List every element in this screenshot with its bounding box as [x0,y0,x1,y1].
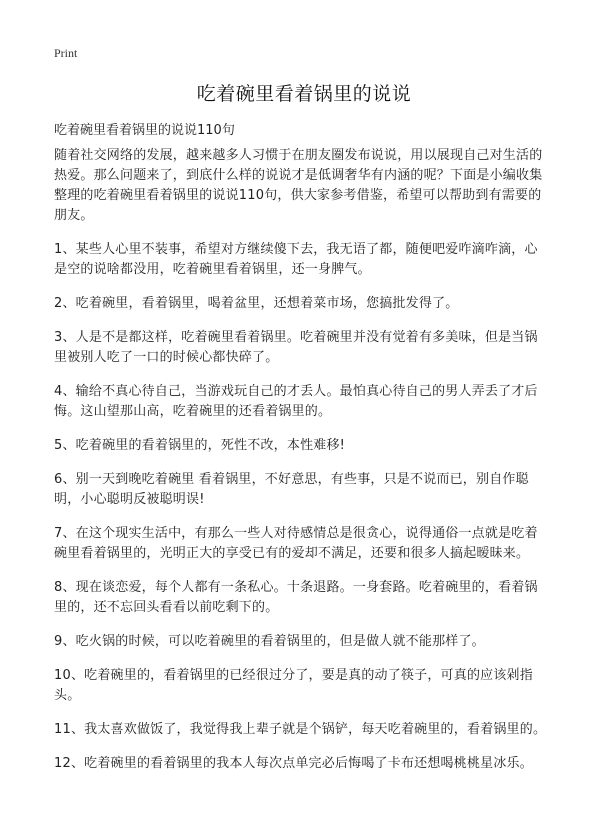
list-item: 11、我太喜欢做饭了，我觉得我上辈子就是个锅铲，每天吃着碗里的，看着锅里的。 [54,722,547,737]
list-item: 9、吃火锅的时候，可以吃着碗里的看着锅里的，但是做人就不能那样了。 [54,634,485,649]
intro-paragraph: 随着社交网络的发展，越来越多人习惯于在朋友圈发布说说，用以展现自己对生活的热爱。那么问题来了，到底什么样的说说才是低调奢华有内涵的呢？下面是小编收集整理的吃着碗里看着锅里的说说110句，供大家参考借鉴，希望可以帮助到有需要的朋友。 [54,148,543,223]
list-item: 7、在这个现实生活中，有那么一些人对待感情总是很贪心，说得通俗一点就是吃着碗里看着锅里的，光明正大的享受已有的爱却不满足，还要和很多人搞起暧昧来。 [54,526,538,561]
list-item: 2、吃着碗里，看着锅里，喝着盆里，还想着菜市场，您搞批发得了。 [54,296,459,311]
page-title: 吃着碗里看着锅里的说说 [196,83,412,105]
list-item: 8、现在谈恋爱，每个人都有一条私心。十条退路。一身套路。吃着碗里的，看着锅里的，还不忘回头看看以前吃剩下的。 [54,580,538,615]
list-item: 1、某些人心里不装事，希望对方继续傻下去，我无语了都，随便吧爱咋滴咋滴，心是空的说啥都没用，吃着碗里看着锅里，还一身脾气。 [54,242,538,277]
list-item: 10、吃着碗里的，看着锅里的已经很过分了，要是真的动了筷子，可真的应该剁指头。 [54,668,533,703]
list-item: 6、别一天到晚吃着碗里 看着锅里，不好意思，有些事，只是不说而已，别自作聪明，小心聪明反被聪明误! [54,472,529,507]
list-item: 4、输给不真心待自己，当游戏玩自己的才丢人。最怕真心待自己的男人弄丢了才后悔。这山望那山高，吃着碗里的还看着锅里的。 [54,384,538,419]
list-item: 5、吃着碗里的看着锅里的，死性不改，本性难移! [54,438,346,453]
print-link[interactable]: Print [54,46,78,60]
page-subtitle: 吃着碗里看着锅里的说说110句 [54,123,235,138]
list-item: 12、吃着碗里的看着锅里的我本人每次点单完必后悔喝了卡布还想喝桃桃星冰乐。 [54,756,533,771]
article-body [54,146,550,788]
list-item: 3、人是不是都这样，吃着碗里看着锅里。吃着碗里并没有觉着有多美味，但是当锅里被别人吃了一口的时候心都快碎了。 [54,330,538,365]
